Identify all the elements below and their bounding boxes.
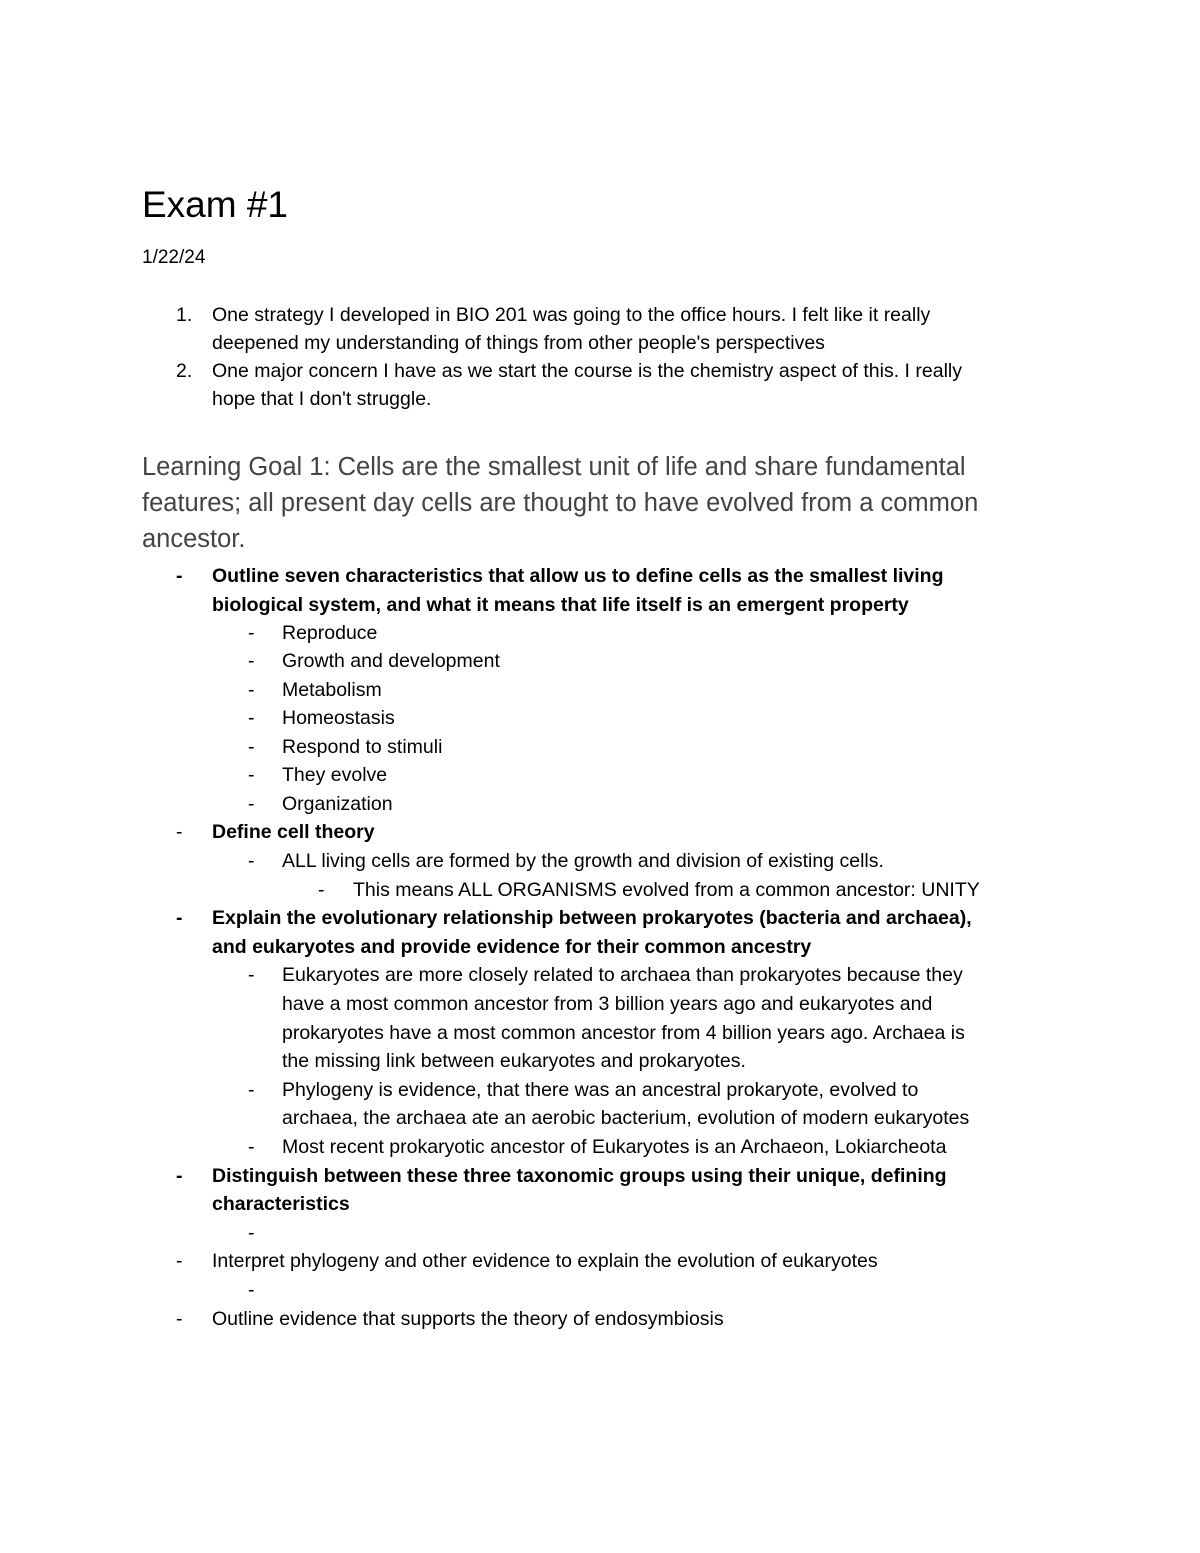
bullet-dash: - — [176, 565, 183, 587]
bullet-dash: - — [248, 707, 255, 729]
bullet-dash: - — [176, 1308, 183, 1330]
characteristic-item: They evolve — [282, 764, 388, 786]
characteristic-item: Organization — [282, 793, 393, 815]
page-title: Exam #1 — [142, 184, 289, 225]
bullet-dash: - — [176, 821, 183, 843]
evidence-item-1-line-4: the missing link between eukaryotes and prokaryotes. — [282, 1050, 746, 1072]
characteristic-item: Homeostasis — [282, 707, 395, 729]
characteristic-item: Metabolism — [282, 679, 382, 701]
objective-2: Define cell theory — [212, 821, 375, 843]
bullet-dash: - — [248, 622, 255, 644]
numbered-item-1-line-1: One strategy I developed in BIO 201 was going to the office hours. I felt like it really — [212, 304, 931, 326]
characteristic-item: Growth and development — [282, 650, 500, 672]
bullet-dash: - — [176, 907, 183, 929]
date-line: 1/22/24 — [142, 247, 206, 268]
learning-goal-heading-line-1: Learning Goal 1: Cells are the smallest unit of life and share fundamental — [142, 453, 966, 481]
characteristic-item: Respond to stimuli — [282, 736, 443, 758]
objective-6: Outline evidence that supports the theory of endosymbiosis — [212, 1308, 724, 1330]
objective-3-line-2: and eukaryotes and provide evidence for their common ancestry — [212, 936, 812, 958]
bullet-dash: - — [248, 1079, 255, 1101]
bullet-dash: - — [248, 850, 255, 872]
objective-5: Interpret phylogeny and other evidence to explain the evolution of eukaryotes — [212, 1250, 878, 1272]
bullet-dash: - — [318, 879, 325, 901]
learning-goal-heading-line-2: features; all present day cells are thought to have evolved from a common — [142, 489, 979, 517]
list-marker-1: 1. — [176, 304, 193, 326]
objective-3-line-1: Explain the evolutionary relationship between prokaryotes (bacteria and archaea), — [212, 907, 972, 929]
cell-theory-item: ALL living cells are formed by the growth and division of existing cells. — [282, 850, 884, 872]
objective-4-line-1: Distinguish between these three taxonomic groups using their unique, defining — [212, 1165, 947, 1187]
bullet-dash: - — [248, 964, 255, 986]
evidence-item-1-line-3: prokaryotes have a most common ancestor from 4 billion years ago. Archaea is — [282, 1022, 965, 1044]
cell-theory-subitem: This means ALL ORGANISMS evolved from a common ancestor: UNITY — [353, 879, 980, 901]
bullet-dash: - — [176, 1250, 183, 1272]
bullet-dash: - — [248, 793, 255, 815]
objective-1-line-2: biological system, and what it means that life itself is an emergent property — [212, 594, 909, 616]
evidence-item-2-line-2: archaea, the archaea ate an aerobic bacterium, evolution of modern eukaryotes — [282, 1107, 970, 1129]
evidence-item-2-line-1: Phylogeny is evidence, that there was an ancestral prokaryote, evolved to — [282, 1079, 919, 1101]
bullet-dash: - — [176, 1165, 183, 1187]
numbered-item-2-line-2: hope that I don't struggle. — [212, 388, 432, 410]
bullet-dash: - — [248, 650, 255, 672]
list-marker-2: 2. — [176, 360, 193, 382]
bullet-dash: - — [248, 1222, 255, 1244]
bullet-dash: - — [248, 679, 255, 701]
bullet-dash: - — [248, 1279, 255, 1301]
bullet-dash: - — [248, 736, 255, 758]
numbered-item-2-line-1: One major concern I have as we start the course is the chemistry aspect of this. I really — [212, 360, 962, 382]
objective-1-line-1: Outline seven characteristics that allow us to define cells as the smallest living — [212, 565, 944, 587]
bullet-dash: - — [248, 1136, 255, 1158]
objective-4-line-2: characteristics — [212, 1193, 350, 1215]
evidence-item-1-line-1: Eukaryotes are more closely related to archaea than prokaryotes because they — [282, 964, 963, 986]
numbered-item-1-line-2: deepened my understanding of things from other people's perspectives — [212, 332, 825, 354]
evidence-item-3: Most recent prokaryotic ancestor of Eukaryotes is an Archaeon, Lokiarcheota — [282, 1136, 947, 1158]
characteristic-item: Reproduce — [282, 622, 378, 644]
bullet-dash: - — [248, 764, 255, 786]
evidence-item-1-line-2: have a most common ancestor from 3 billion years ago and eukaryotes and — [282, 993, 933, 1015]
learning-goal-heading-line-3: ancestor. — [142, 525, 246, 553]
